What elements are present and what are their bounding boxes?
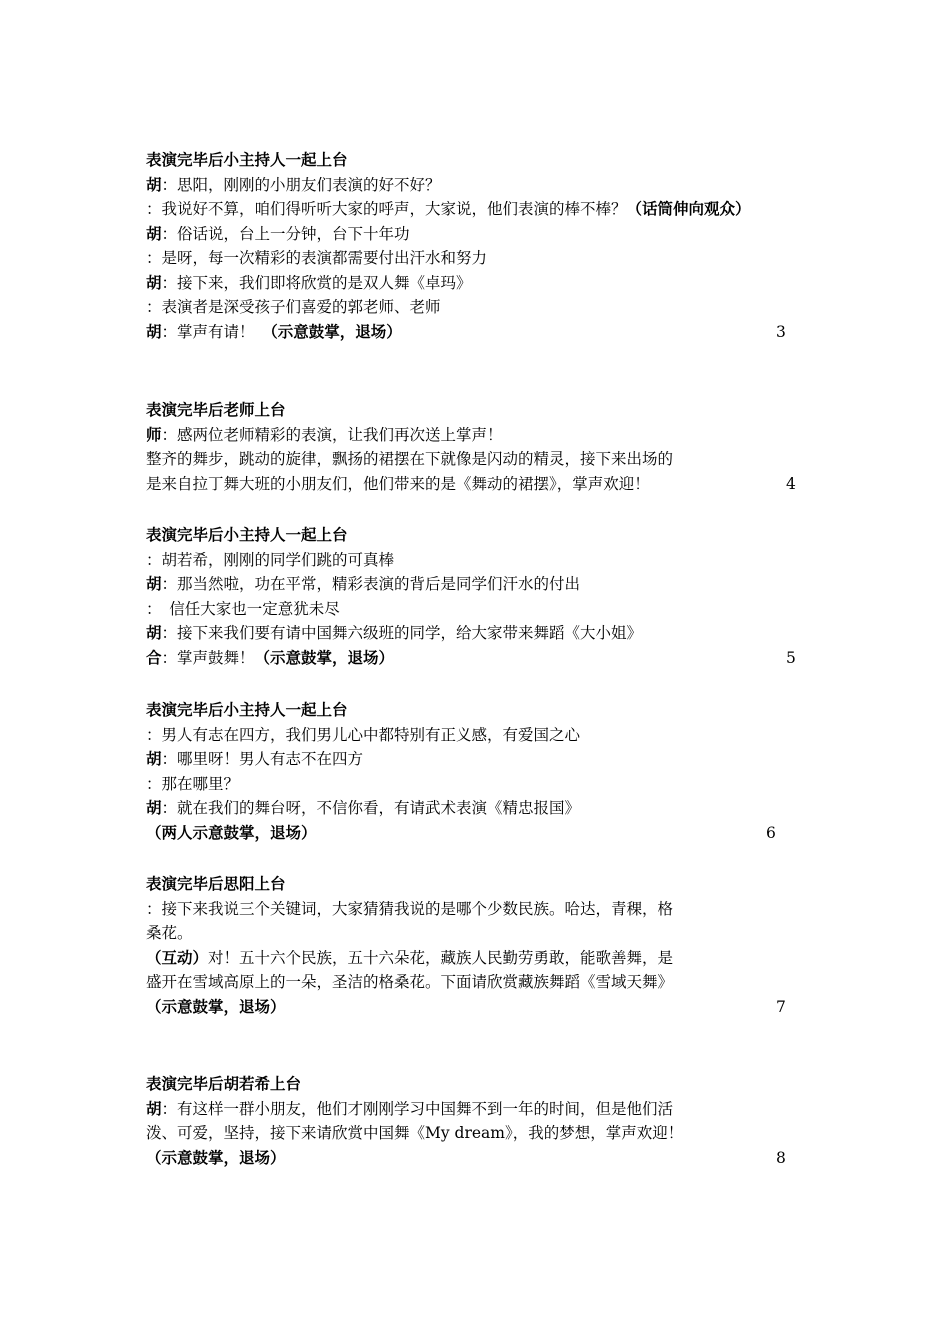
section-heading: 表演完毕后思阳上台 xyxy=(146,874,286,893)
speaker-label: 胡 xyxy=(146,174,162,194)
dialogue-line: 胡：有这样一群小朋友，他们才刚刚学习中国舞不到一年的时间，但是他们活 xyxy=(146,1098,674,1118)
dialogue-line: 胡：就在我们的舞台呀，不信你看，有请武术表演《精忠报国》 xyxy=(146,798,581,817)
dialogue-line: ：男人有志在四方，我们男儿心中都特别有正义感，有爱国之心 xyxy=(146,725,581,744)
dialogue-line xyxy=(146,1146,808,1171)
dialogue-line: 胡：哪里呀！男人有志不在四方 xyxy=(146,749,364,768)
item-number: 7 xyxy=(776,997,786,1016)
script-section xyxy=(146,398,808,496)
stage-direction: （示意鼓掌，退场） xyxy=(254,321,402,341)
stage-direction: （互动） xyxy=(146,947,209,967)
speaker-label: 师 xyxy=(146,424,162,444)
section-heading: 表演完毕后老师上台 xyxy=(146,400,286,419)
dialogue-line: ：表演者是深受孩子们喜爱的郭老师、老师 xyxy=(146,298,441,316)
dialogue-line: ：胡若希，刚刚的同学们跳的可真棒 xyxy=(146,550,395,569)
item-number: 5 xyxy=(786,648,796,667)
section-heading: 表演完毕后小主持人一起上台 xyxy=(146,150,348,169)
dialogue-line: 胡：那当然啦，功在平常，精彩表演的背后是同学们汗水的付出 xyxy=(146,574,581,593)
stage-direction: （两人示意鼓掌，退场） xyxy=(146,822,317,842)
dialogue-line: ：我说好不算，咱们得听听大家的呼声，大家说，他们表演的棒不棒？（话筒伸向观众） xyxy=(146,199,751,218)
dialogue-line: 是来自拉丁舞大班的小朋友们，他们带来的是《舞动的裙摆》，掌声欢迎！ 4 xyxy=(146,472,808,497)
stage-direction: （示意鼓掌，退场） xyxy=(146,996,286,1016)
script-section xyxy=(146,148,808,344)
dialogue-line: ：是呀，每一次精彩的表演都需要付出汗水和努力 xyxy=(146,249,488,267)
dialogue-line: 桑花。 xyxy=(146,924,193,942)
dialogue-line: ：接下来我说三个关键词，大家猜猜我说的是哪个少数民族。哈达，青稞，格 xyxy=(146,899,674,918)
speaker-label: 胡 xyxy=(146,1098,162,1118)
speaker-label: 胡 xyxy=(146,798,162,817)
speaker-label: 胡 xyxy=(146,223,162,243)
item-number: 6 xyxy=(766,823,776,842)
speaker-label: 胡 xyxy=(146,321,162,341)
stage-direction: （示意鼓掌，退场） xyxy=(146,1147,286,1167)
dialogue-line: 胡：俗话说，台上一分钟，台下十年功 xyxy=(146,223,410,243)
section-heading: 表演完毕后胡若希上台 xyxy=(146,1074,302,1093)
item-number: 8 xyxy=(776,1148,786,1167)
dialogue-line: 盛开在雪域高原上的一朵，圣洁的格桑花。下面请欣赏藏族舞蹈《雪域天舞》 xyxy=(146,973,674,991)
script-section xyxy=(146,1072,808,1170)
speaker-label: 胡 xyxy=(146,272,162,292)
dialogue-line: 胡：思阳，刚刚的小朋友们表演的好不好？ xyxy=(146,174,441,194)
speaker-label: 胡 xyxy=(146,574,162,593)
section-heading: 表演完毕后小主持人一起上台 xyxy=(146,700,348,719)
dialogue-line: 泼、可爱，坚持，接下来请欣赏中国舞《My dream》，我的梦想，掌声欢迎！ xyxy=(146,1124,684,1142)
dialogue-line xyxy=(146,995,808,1020)
section-heading: 表演完毕后小主持人一起上台 xyxy=(146,525,348,544)
dialogue-line: 合：掌声鼓舞！（示意鼓掌，退场） 5 xyxy=(146,646,808,671)
dialogue-line: ：那在哪里？ xyxy=(146,774,240,793)
item-number: 3 xyxy=(776,322,786,341)
dialogue-line: 胡：接下来我们要有请中国舞六级班的同学，给大家带来舞蹈《大小姐》 xyxy=(146,623,643,642)
script-section xyxy=(146,872,808,1019)
stage-direction: （话筒伸向观众） xyxy=(626,199,751,218)
dialogue-line xyxy=(146,821,808,846)
speaker-label: 胡 xyxy=(146,623,162,642)
dialogue-line: 整齐的舞步，跳动的旋律，飘扬的裙摆在下就像是闪动的精灵，接下来出场的 xyxy=(146,450,674,468)
dialogue-line: 师：感两位老师精彩的表演，让我们再次送上掌声！ xyxy=(146,424,503,444)
dialogue-line: （互动）对！五十六个民族，五十六朵花，藏族人民勤劳勇敢，能歌善舞，是 xyxy=(146,947,674,967)
dialogue-line: 胡：掌声有请！ （示意鼓掌，退场） 3 xyxy=(146,320,808,345)
script-section xyxy=(146,523,808,670)
script-section xyxy=(146,698,808,845)
dialogue-line: 胡：接下来，我们即将欣赏的是双人舞《卓玛》 xyxy=(146,272,472,292)
stage-direction: （示意鼓掌，退场） xyxy=(254,647,395,667)
dialogue-line: ： 信任大家也一定意犹未尽 xyxy=(146,599,340,618)
speaker-label: 胡 xyxy=(146,749,162,768)
item-number: 4 xyxy=(786,474,796,493)
speaker-label: 合 xyxy=(146,647,162,667)
